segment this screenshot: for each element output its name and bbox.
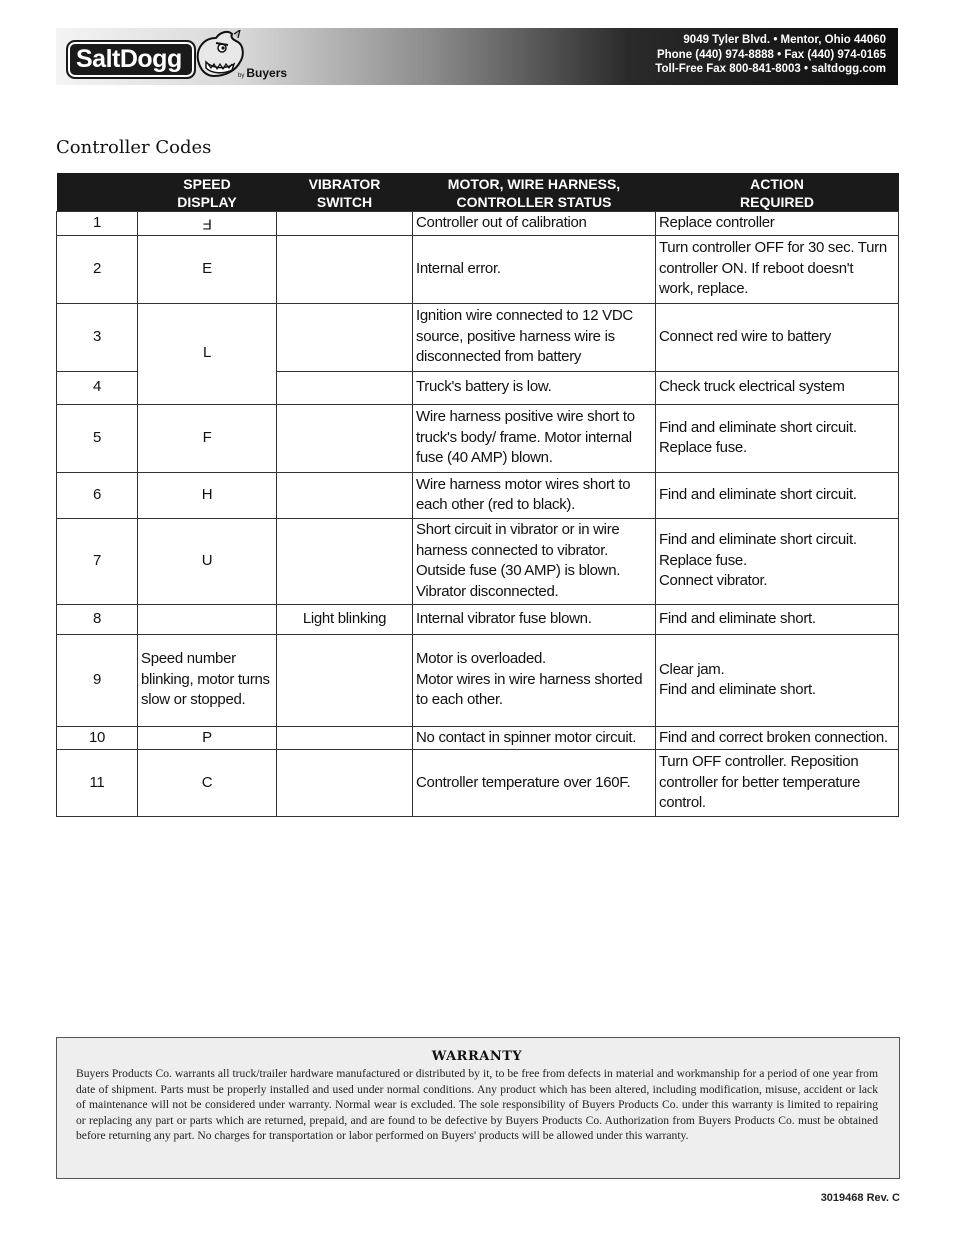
header-action: ACTION REQUIRED [656,173,899,212]
header-code [57,173,138,212]
text-cell: Connect red wire to battery [656,303,899,371]
code-cell: 9 [57,634,138,726]
header-status: MOTOR, WIRE HARNESS, CONTROLLER STATUS [413,173,656,212]
warranty-box [56,1037,900,1179]
text-cell: Controller temperature over 160F. [413,750,656,817]
header-speed-display: SPEED DISPLAY [138,173,277,212]
code-cell: 6 [57,472,138,518]
code-cell: 11 [57,750,138,817]
code-cell: 2 [57,235,138,303]
text-cell: Find and eliminate short circuit. Replace fuse. Connect vibrator. [656,518,899,604]
speed-display-cell: L [138,303,277,404]
code-cell: 3 [57,303,138,371]
text-cell: Find and correct broken connection. [656,726,899,750]
vibrator-switch-cell [277,634,413,726]
vibrator-switch-cell [277,212,413,236]
phone-line: Phone (440) 974-8888 • Fax (440) 974-0165 [656,48,886,61]
warranty-title: WARRANTY [431,1049,523,1064]
speed-display-cell: U [138,518,277,604]
vibrator-switch-cell [277,750,413,817]
text-cell: Motor is overloaded. Motor wires in wire harness shorted to each other. [413,634,656,726]
tollfree-line: Toll-Free Fax 800-841-8003 • saltdogg.com [655,63,886,75]
text-cell: Clear jam. Find and eliminate short. [656,634,899,726]
controller-codes-table [56,173,899,817]
vibrator-switch-cell [277,472,413,518]
text-cell: Internal vibrator fuse blown. [413,604,656,634]
text-cell: Find and eliminate short circuit. Replace fuse. [656,404,899,472]
vibrator-switch-cell [277,303,413,371]
speed-display-cell: H [138,472,277,518]
table-row [57,472,899,518]
speed-display-cell [138,604,277,634]
text-cell: Find and eliminate short circuit. [656,472,899,518]
contact-info [655,33,886,77]
vibrator-switch-cell: Light blinking [277,604,413,634]
table-row [57,303,899,371]
code-cell: 4 [57,371,138,404]
page-title: Controller Codes [56,137,212,158]
text-cell: Speed number blinking, motor turns slow or stopped. [138,634,277,726]
table-row [57,750,899,817]
speed-display-cell: F [138,404,277,472]
speed-display-cell [138,212,277,236]
text-cell: No contact in spinner motor circuit. [413,726,656,750]
vibrator-switch-cell [277,518,413,604]
code-cell: 1 [57,212,138,236]
vibrator-switch-cell [277,726,413,750]
text-cell: Controller out of calibration [413,212,656,236]
text-cell: Turn controller OFF for 30 sec. Turn controller ON. If reboot doesn't work, replace. [656,235,899,303]
header-vibrator-switch: VIBRATOR SWITCH [277,173,413,212]
code-cell: 5 [57,404,138,472]
text-cell: Check truck electrical system [656,371,899,404]
table-row [57,212,899,236]
speed-display-cell: C [138,750,277,817]
table-row [57,604,899,634]
text-cell: Short circuit in vibrator or in wire harness connected to vibrator. Outside fuse (30 AMP) is blown. Vibrator disconnected. [413,518,656,604]
address-line: 9049 Tyler Blvd. • Mentor, Ohio 44060 [683,34,886,46]
text-cell: Replace controller [656,212,899,236]
buyers-brand: by Buyers [238,66,288,80]
table-row [57,726,899,750]
text-cell: Find and eliminate short. [656,604,899,634]
table-row [57,235,899,303]
table-row [57,518,899,604]
text-cell: Turn OFF controller. Reposition controller for better temperature control. [656,750,899,817]
warranty-text: Buyers Products Co. warrants all truck/trailer hardware manufactured or distributed by it, to be free from defects in material and workmanship for a period of one year from date of shipment. Parts must be properly installed and used under normal conditions. Any product which has been altered, including modification, misuse, accident or lack of maintenance will not be considered under warranty. Normal wear is excluded. The sole responsibility of Buyers Products Co. under this warranty is limited to repairing or replacing any part or parts which are returned, prepaid, and are found to be defective by Buyers Products Co. Authorization from Buyers Products Co. must be obtained before returning any part. No charges for transportation or labor performed on Buyers' products will be allowed under this warranty. [76,1067,878,1142]
code-cell: 7 [57,518,138,604]
code-cell: 8 [57,604,138,634]
table-row [57,634,899,726]
speed-display-cell: E [138,235,277,303]
speed-code-flipped: F [202,215,212,233]
text-cell: Wire harness positive wire short to truck's body/ frame. Motor internal fuse (40 AMP) blown. [413,404,656,472]
text-cell: Ignition wire connected to 12 VDC source, positive harness wire is disconnected from battery [413,303,656,371]
text-cell: Truck's battery is low. [413,371,656,404]
table-row [57,404,899,472]
vibrator-switch-cell [277,404,413,472]
document-number: 3019468 Rev. C [820,1192,900,1204]
header-banner [56,28,898,85]
vibrator-switch-cell [277,371,413,404]
logo-wordmark: SaltDogg [66,40,196,79]
code-cell: 10 [57,726,138,750]
text-cell: Internal error. [413,235,656,303]
text-cell: Wire harness motor wires short to each other (red to black). [413,472,656,518]
vibrator-switch-cell [277,235,413,303]
table-header-row [57,173,899,212]
speed-display-cell: P [138,726,277,750]
